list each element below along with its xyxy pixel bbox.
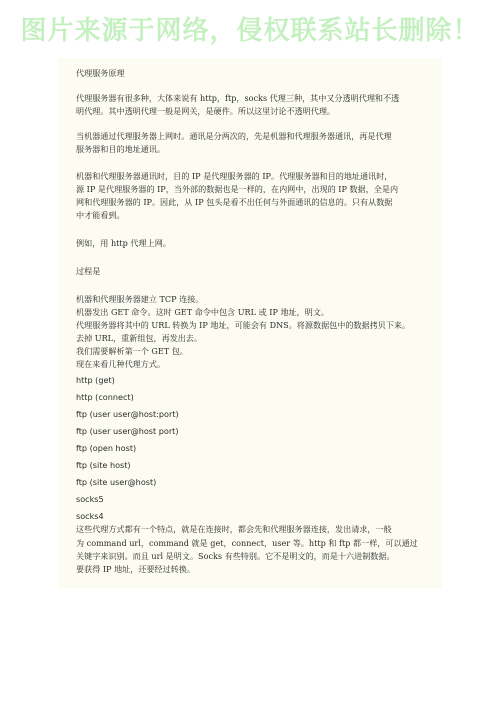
process-step: 机器和代理服务器建立 TCP 连接。 xyxy=(76,294,204,304)
process-step: 现在来看几种代理方式。 xyxy=(76,359,166,369)
proxy-type-item: socks5 xyxy=(76,494,104,504)
paragraph-3-line-3: 网和代理服务器的 IP。因此，从 IP 包头是看不出任何与外面通讯的信息的。只有从数据 xyxy=(76,197,393,207)
paragraph-1-line-2: 明代理。其中透明代理一般是网关，是硬件。所以这里讨论不透明代理。 xyxy=(76,106,336,116)
process-step: 代理服务器将其中的 URL 转换为 IP 地址，可能会有 DNS。将源数据包中的数据拷贝下来。 xyxy=(76,320,411,330)
paragraph-2-line-1: 当机器通过代理服务器上网时。通讯是分两次的，先是机器和代理服务器通讯，再是代理 xyxy=(76,131,392,141)
paragraph-2-line-2: 服务器和目的地址通讯。 xyxy=(76,144,166,154)
summary-line-2: 为 command url，command 就是 get，connect，user 等。http 和 ftp 都一样，可以通过 xyxy=(76,538,418,548)
proxy-type-item: http (connect) xyxy=(76,392,134,402)
proxy-type-item: ftp (open host) xyxy=(76,443,137,453)
proxy-type-item: ftp (user user@host:port) xyxy=(76,409,179,419)
proxy-type-item: ftp (user user@host port) xyxy=(76,426,179,436)
process-step: 去掉 URL，重新组包，再发出去。 xyxy=(76,333,203,343)
watermark-text: 图片来源于网络，侵权联系站长删除！ xyxy=(20,16,480,46)
example-line: 例如，用 http 代理上网。 xyxy=(76,238,171,248)
summary-line-3: 关键字来识别。而且 url 是明文。Socks 有些特别。它不是明文的，而是十六进制数据。 xyxy=(76,551,395,561)
document-title: 代理服务原理 xyxy=(76,68,125,78)
process-step: 机器发出 GET 命令。这时 GET 命令中包含 URL 或 IP 地址，明文。 xyxy=(76,307,330,317)
proxy-type-item: socks4 xyxy=(76,511,104,521)
paragraph-1-line-1: 代理服务器有很多种，大体来说有 http，ftp，socks 代理三种，其中又分透明代理和不透 xyxy=(76,93,400,103)
paragraph-3-line-2: 源 IP 是代理服务器的 IP，当外部的数据也是一样的，在内网中，出现的 IP 数据，全是内 xyxy=(76,184,399,194)
process-heading: 过程是 xyxy=(76,266,101,276)
paragraph-3-line-4: 中才能看到。 xyxy=(76,210,125,220)
proxy-type-item: http (get) xyxy=(76,375,115,385)
proxy-type-item: ftp (site user@host) xyxy=(76,477,157,487)
process-step: 我们需要解析第一个 GET 包。 xyxy=(76,346,188,356)
summary-line-4: 要获得 IP 地址，还要经过转换。 xyxy=(76,564,196,574)
paragraph-3-line-1: 机器和代理服务器通讯时，目的 IP 是代理服务器的 IP。代理服务器和目的地址通讯时， xyxy=(76,171,393,181)
proxy-type-item: ftp (site host) xyxy=(76,460,131,470)
summary-line-1: 这些代理方式都有一个特点，就是在连接时，都会先和代理服务器连接，发出请求，一般 xyxy=(76,524,392,534)
